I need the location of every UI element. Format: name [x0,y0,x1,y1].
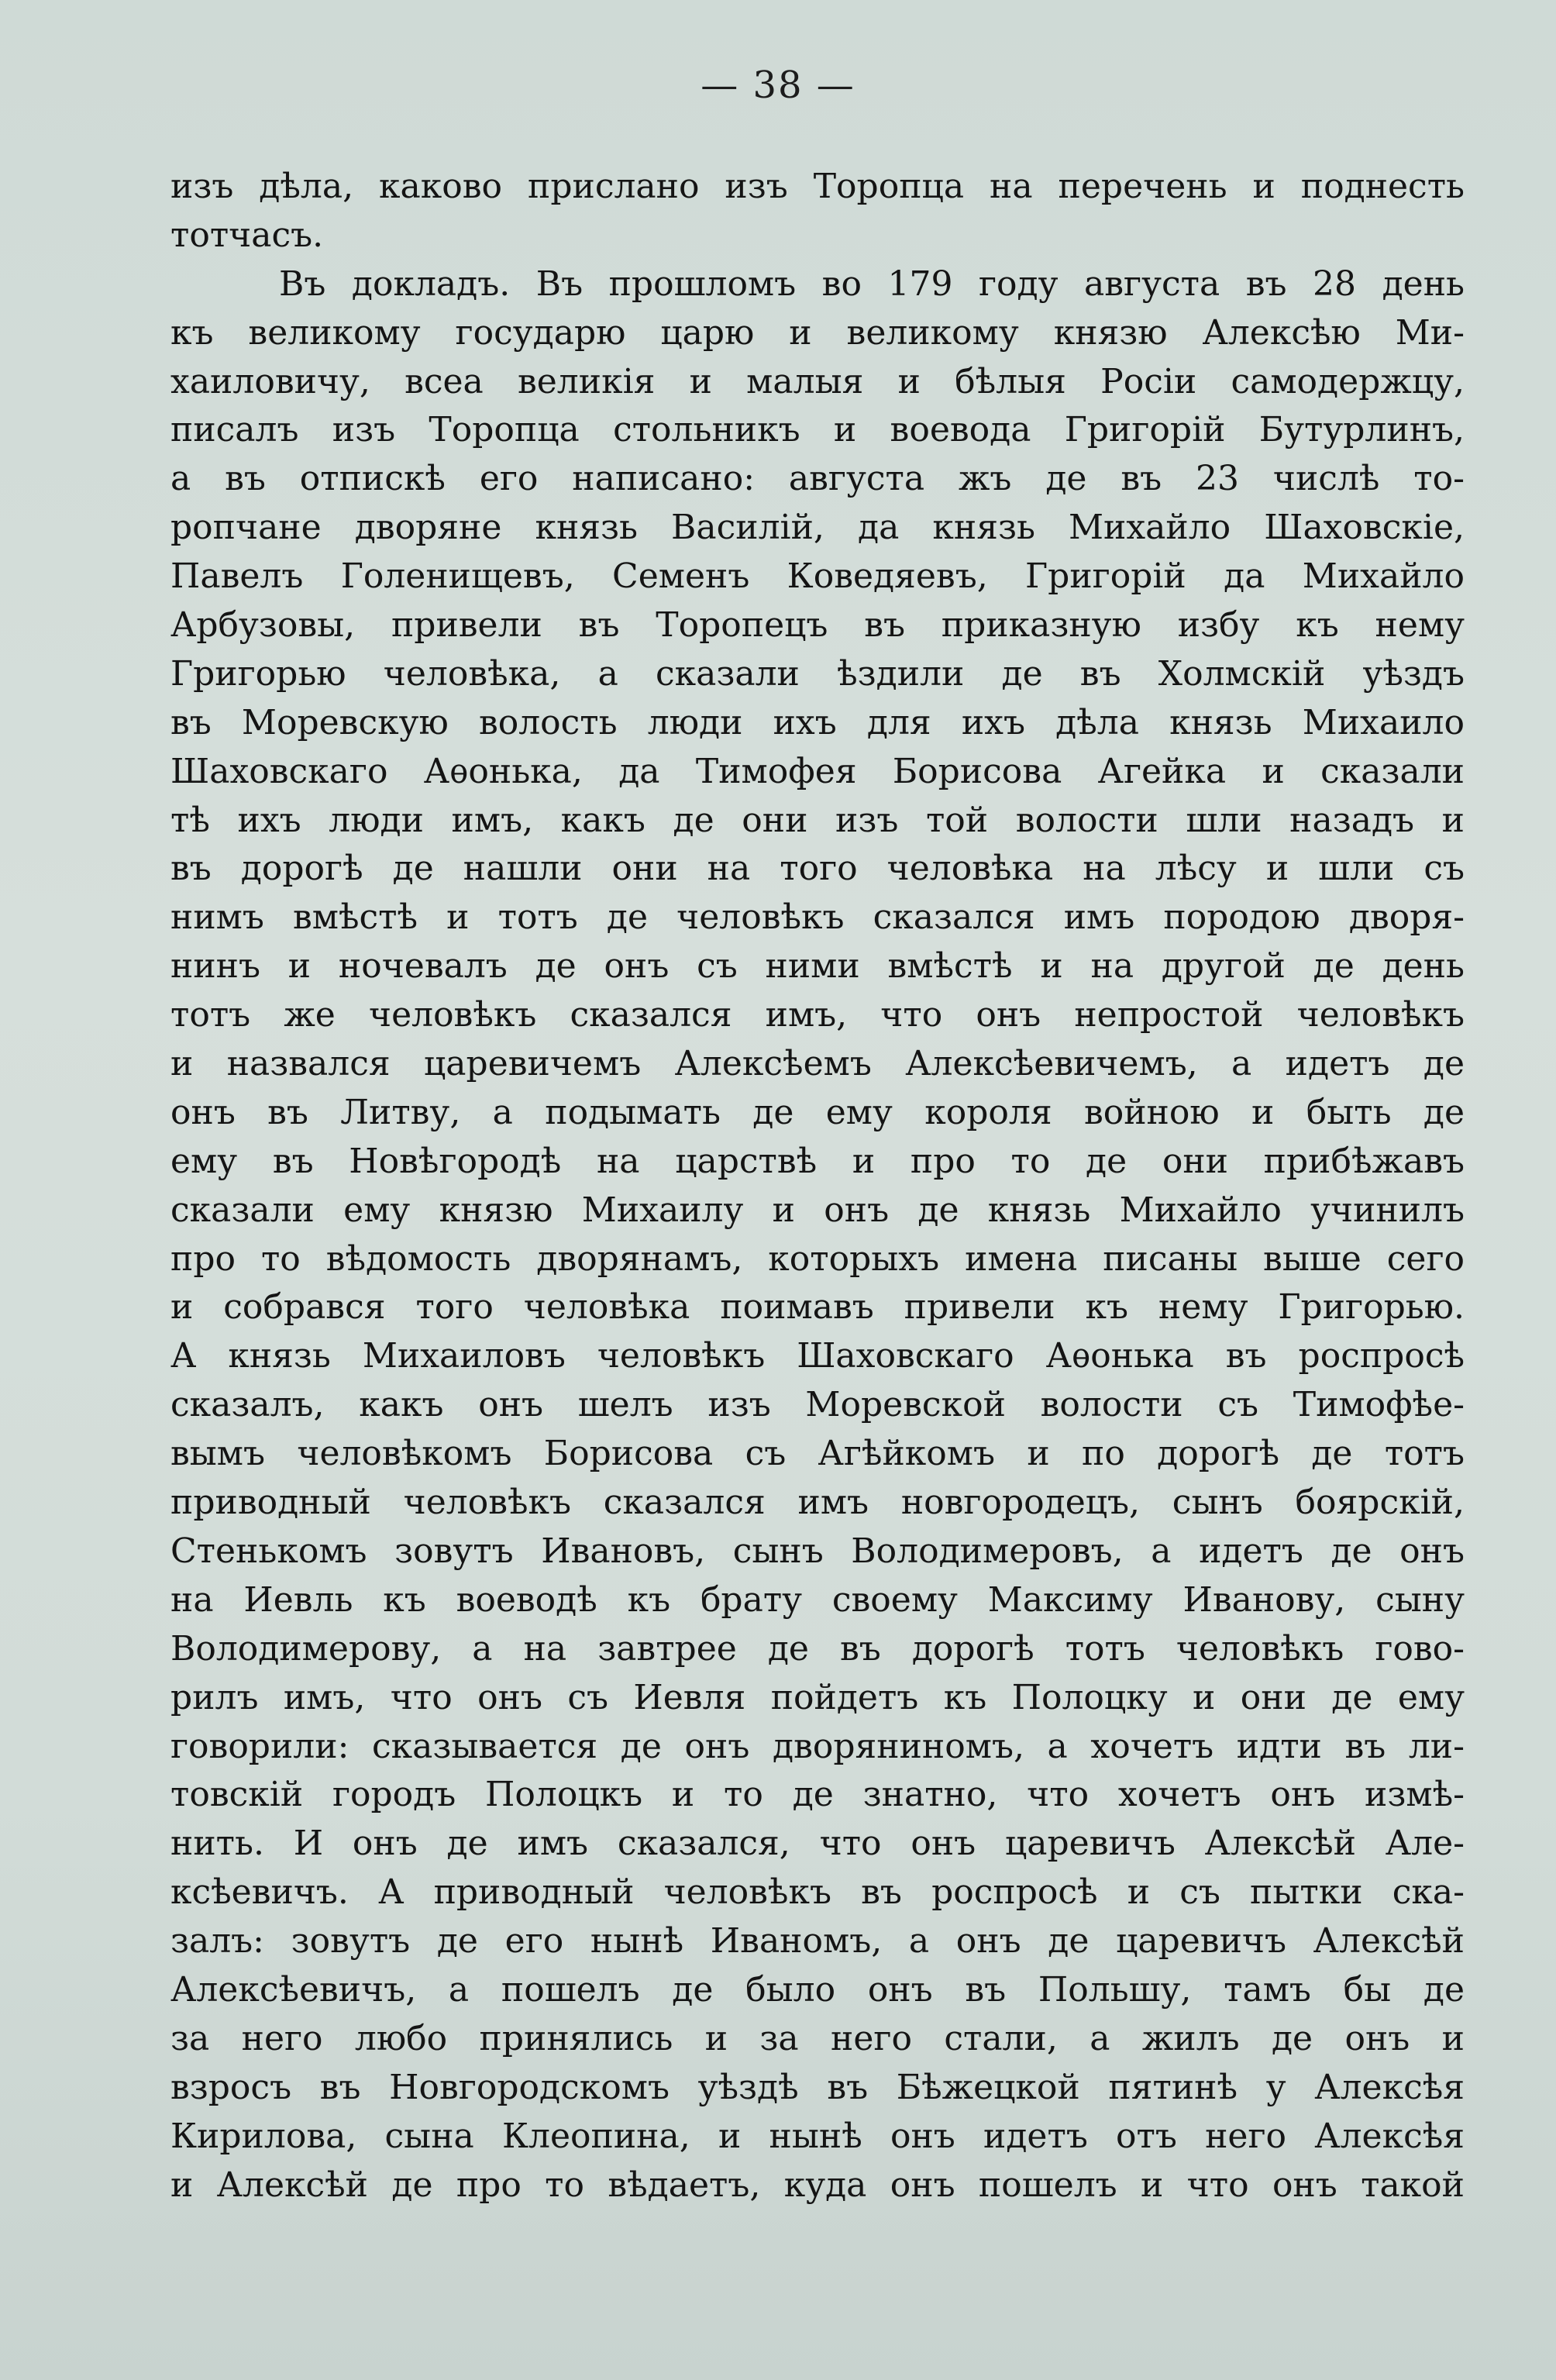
text-line: тотчасъ. [170,215,324,255]
text-line: на Иевль къ воеводѣ къ брату своему Максиму Иванову, сыну [170,1579,1465,1620]
text-line: въ дорогѣ де нашли они на того человѣка на лѣсу и шли съ [170,849,1465,889]
text-line: про то вѣдомость дворянамъ, которыхъ имена писаны выше сего [170,1238,1465,1279]
text-line: тѣ ихъ люди имъ, какъ де они изъ той волости шли назадъ и [170,800,1465,840]
text-line: взросъ въ Новгородскомъ уѣздѣ въ Бѣжецкой пятинѣ у Алексѣя [170,2067,1465,2107]
text-line: Арбузовы, привели въ Торопецъ въ приказную избу къ нему [170,605,1465,646]
text-line: рилъ имъ, что онъ съ Иевля пойдетъ къ Полоцку и они де ему [170,1677,1465,1717]
text-line: ропчане дворяне князь Василій, да князь Михайло Шаховскіе, [170,508,1465,548]
text-line: Володимерову, а на завтрее де въ дорогѣ тотъ человѣкъ гово- [170,1628,1465,1669]
text-line: нить. И онъ де имъ сказался, что онъ царевичъ Алексѣй Але- [170,1824,1465,1864]
text-line: говорили: сказывается де онъ дворяниномъ, а хочетъ идти въ ли- [170,1726,1465,1766]
text-line: Стенькомъ зовутъ Ивановъ, сынъ Володимеровъ, а идетъ де онъ [170,1531,1465,1571]
text-line: ксѣевичъ. А приводный человѣкъ въ роспросѣ и съ пытки ска- [170,1872,1465,1913]
text-line: за него любо принялись и за него стали, а жилъ де онъ и [170,2018,1465,2058]
text-line: а въ отпискѣ его написано: августа жъ де въ 23 числѣ то- [170,459,1465,499]
text-line: и назвался царевичемъ Алексѣемъ Алексѣевичемъ, а идетъ де [170,1044,1465,1084]
page-number: — 38 — [701,64,855,107]
text-line: въ Моревскую волость люди ихъ для ихъ дѣла князь Михаило [170,702,1465,742]
text-line: онъ въ Литву, а подымать де ему короля войною и быть де [170,1092,1465,1132]
text-line: сказалъ, какъ онъ шелъ изъ Моревской волости съ Тимофѣе- [170,1385,1465,1425]
text-line: Шаховскаго Аѳонька, да Тимофея Борисова Агейка и сказали [170,751,1465,791]
text-line: и Алексѣй де про то вѣдаетъ, куда онъ пошелъ и что онъ такой [170,2165,1465,2205]
text-line: и собрався того человѣка поимавъ привели къ нему Григорью. [170,1287,1465,1328]
text-line: Григорью человѣка, а сказали ѣздили де въ Холмскій уѣздъ [170,653,1465,694]
text-line: приводный человѣкъ сказался имъ новгородецъ, сынъ боярскій, [170,1483,1465,1523]
text-line: тотъ же человѣкъ сказался имъ, что онъ непростой человѣкъ [170,995,1465,1035]
text-line: ему въ Новѣгородѣ на царствѣ и про то де они прибѣжавъ [170,1141,1465,1181]
text-line: сказали ему князю Михаилу и онъ де князь Михайло учинилъ [170,1190,1465,1230]
body-text [170,163,1465,2210]
text-line: Павелъ Голенищевъ, Семенъ Коведяевъ, Григорій да Михайло [170,556,1465,597]
text-line: хаиловичу, всеа великія и малыя и бѣлыя Росіи самодержцу, [170,361,1465,401]
text-line: нимъ вмѣстѣ и тотъ де человѣкъ сказался имъ породою дворя- [170,897,1465,938]
text-line: Въ докладъ. Въ прошломъ во 179 году августа въ 28 день [279,263,1465,304]
text-line: къ великому государю царю и великому князю Алексѣю Ми- [170,312,1465,353]
text-line: залъ: зовутъ де его нынѣ Иваномъ, а онъ де царевичъ Алексѣй [170,1921,1465,1962]
text-line: товскій городъ Полоцкъ и то де знатно, что хочетъ онъ измѣ- [170,1775,1465,1815]
text-line: изъ дѣла, каково прислано изъ Торопца на перечень и поднесть [170,167,1465,206]
text-line: Кирилова, сына Клеопина, и нынѣ онъ идетъ отъ него Алексѣя [170,2116,1465,2156]
text-line: нинъ и ночевалъ де онъ съ ними вмѣстѣ и на другой де день [170,946,1465,987]
text-line: писалъ изъ Торопца стольникъ и воевода Григорій Бутурлинъ, [170,410,1465,450]
text-line: А князь Михаиловъ человѣкъ Шаховскаго Аѳонька въ роспросѣ [170,1336,1465,1376]
text-line: Алексѣевичъ, а пошелъ де было онъ въ Польшу, тамъ бы де [170,1969,1465,2010]
text-line: вымъ человѣкомъ Борисова съ Агѣйкомъ и по дорогѣ де тотъ [170,1434,1465,1474]
